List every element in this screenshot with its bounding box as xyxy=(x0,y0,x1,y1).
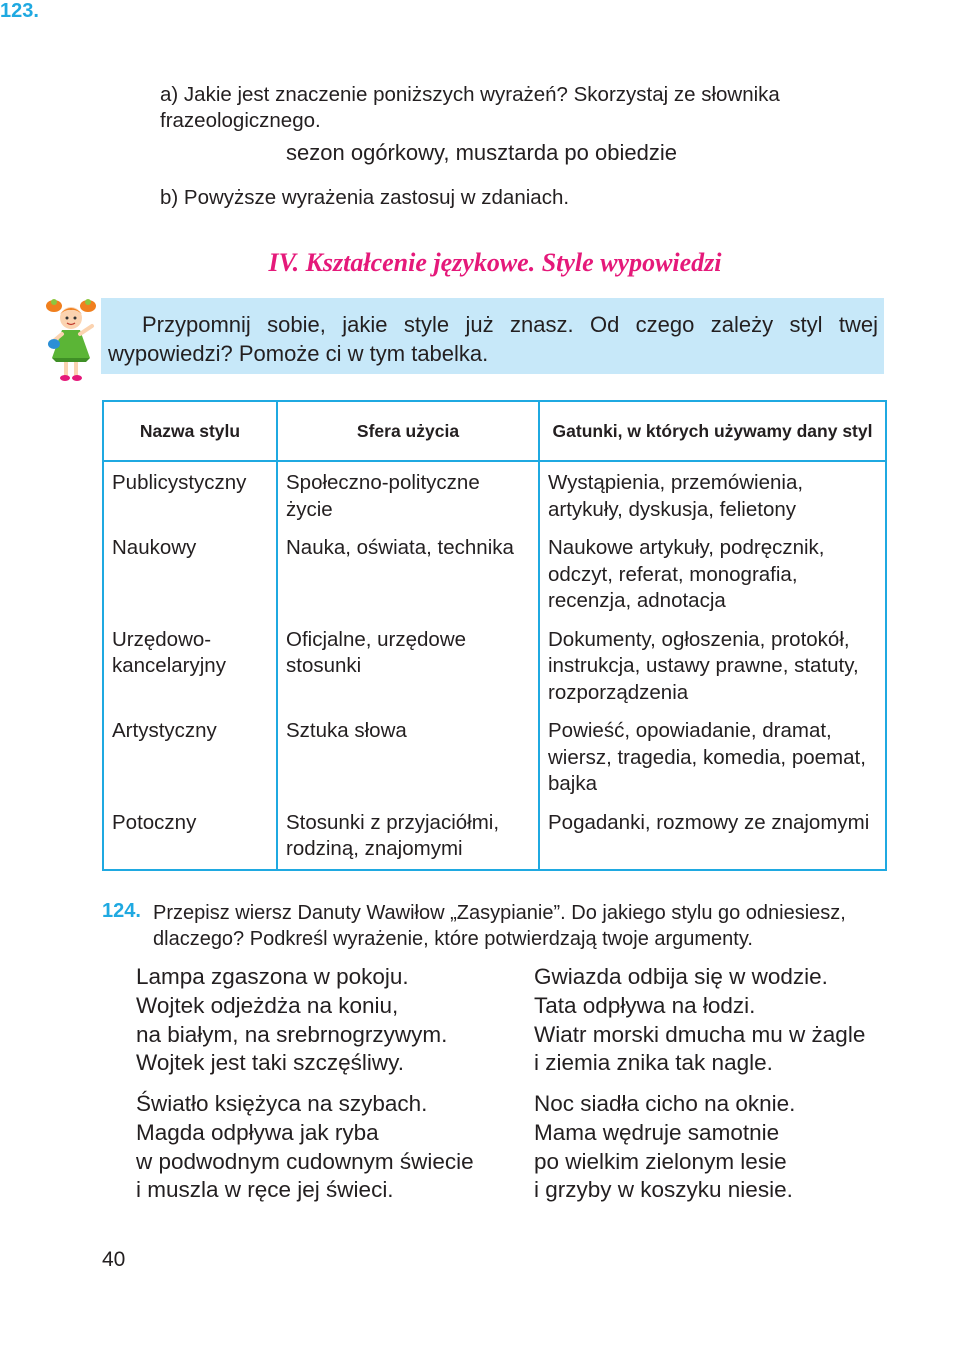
styles-table xyxy=(102,400,887,871)
exercise-124-number: 124. xyxy=(102,900,141,922)
table-cell: Urzędowo-kancelaryjny xyxy=(103,621,277,713)
poem-line: i ziemia znika tak nagle. xyxy=(534,1050,773,1076)
poem-stanza-4 xyxy=(534,1090,795,1205)
table-cell: Naukowe artykuły, podręcznik, odczyt, referat, monografia, recenzja, adnotacja xyxy=(539,529,886,621)
poem-line: w podwodnym cudownym świecie xyxy=(136,1148,474,1174)
table-cell: Potoczny xyxy=(103,804,277,870)
table-row xyxy=(103,621,886,713)
table-cell: Stosunki z przyjaciółmi, rodziną, znajomymi xyxy=(277,804,539,870)
table-cell: Oficjalne, urzędowe stosunki xyxy=(277,621,539,713)
poem-stanza-2 xyxy=(534,963,865,1078)
poem-stanza-3 xyxy=(136,1090,474,1205)
page-number: 40 xyxy=(102,1248,126,1271)
poem-line: i grzyby w koszyku niesie. xyxy=(534,1177,793,1203)
table-cell: Wystąpienia, przemówienia, artykuły, dyskusja, felietony xyxy=(539,461,886,529)
poem-line: Gwiazda odbija się w wodzie. xyxy=(534,964,828,989)
table-row xyxy=(103,712,886,804)
table-cell: Dokumenty, ogłoszenia, protokół, instrukcja, ustawy prawne, statuty, rozporządzenia xyxy=(539,621,886,713)
poem-line: Magda odpływa jak ryba xyxy=(136,1119,379,1145)
table-cell: Sztuka słowa xyxy=(277,712,539,804)
table-cell: Powieść, opowiadanie, dramat, wiersz, tragedia, komedia, poemat, bajka xyxy=(539,712,886,804)
table-cell: Publicystyczny xyxy=(103,461,277,529)
poem-line: Noc siadła cicho na oknie. xyxy=(534,1091,796,1116)
table-cell: Pogadanki, rozmowy ze znajomymi xyxy=(539,804,886,870)
exercise-123-phrases: sezon ogórkowy, musztarda po obiedzie xyxy=(286,140,677,165)
poem-stanza-1 xyxy=(136,963,447,1078)
table-cell: Nauka, oświata, technika xyxy=(277,529,539,621)
exercise-123-part-b: b) Powyższe wyrażenia zastosuj w zdaniach. xyxy=(160,186,570,209)
header-style-name: Nazwa stylu xyxy=(103,401,277,461)
header-usage-sphere: Sfera użycia xyxy=(277,401,539,461)
section-title: IV. Kształcenie językowe. Style wypowiedzi xyxy=(268,248,722,277)
poem-line: Lampa zgaszona w pokoju. xyxy=(136,964,409,989)
exercise-124-text: Przepisz wiersz Danuty Wawiłow „Zasypianie”. Do jakiego stylu go odniesiesz, dlaczego? Podkreśl wyrażenie, które potwierdzają twoje argumenty. xyxy=(153,902,846,950)
poem-line: Wojtek jest taki szczęśliwy. xyxy=(136,1050,404,1076)
table-cell: Artystyczny xyxy=(103,712,277,804)
table-cell: Naukowy xyxy=(103,529,277,621)
header-genres: Gatunki, w których używamy dany styl xyxy=(539,401,886,461)
exercise-123-part-a: a) Jakie jest znaczenie poniższych wyrażeń? Skorzystaj ze słownika frazeologicznego. xyxy=(160,83,780,132)
table-row xyxy=(103,804,886,870)
poem-line: na białym, na srebrnogrzywym. xyxy=(136,1021,448,1047)
poem-line: Wojtek odjeżdża na koniu, xyxy=(136,992,399,1018)
poem-line: i muszla w ręce jej świeci. xyxy=(136,1177,394,1203)
table-row xyxy=(103,529,886,621)
poem-line: Mama wędruje samotnie xyxy=(534,1119,780,1145)
table-row xyxy=(103,461,886,529)
table-header-row xyxy=(103,401,886,461)
exercise-123-number: 123. xyxy=(0,0,39,22)
poem-line: po wielkim zielonym lesie xyxy=(534,1148,787,1174)
cartoon-girl-illustration xyxy=(42,296,102,384)
poem-line: Tata odpływa na łodzi. xyxy=(534,992,756,1018)
reminder-text: Przypomnij sobie, jakie style już znasz. Od czego zależy styl twej wypowiedzi? Pomoże ci w tym tabelka. xyxy=(108,312,878,366)
table-cell: Społeczno-polityczne życie xyxy=(277,461,539,529)
poem-line: Światło księżyca na szybach. xyxy=(136,1091,428,1116)
poem-line: Wiatr morski dmucha mu w żagle xyxy=(534,1021,866,1047)
